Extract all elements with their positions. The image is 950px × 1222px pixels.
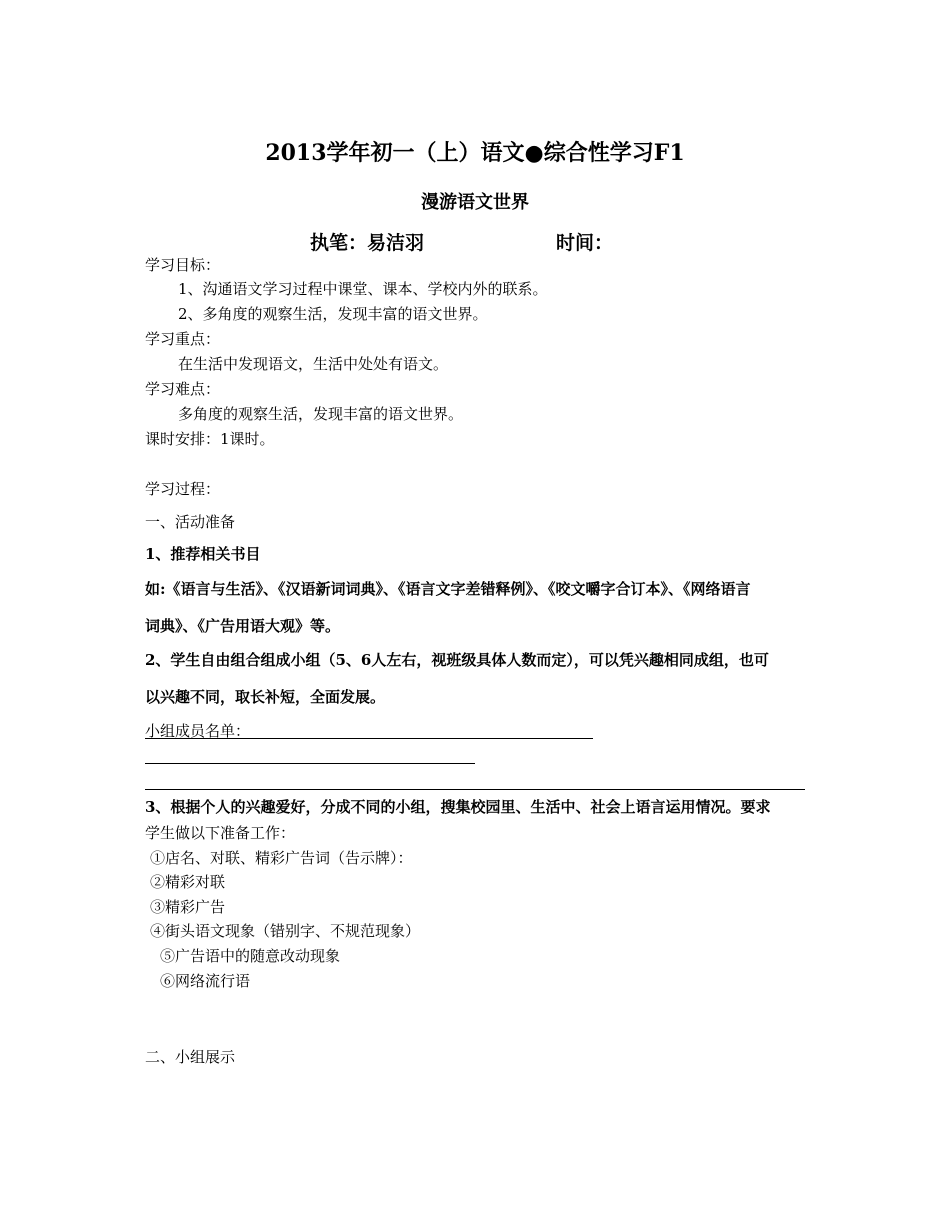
section-heading: 一、活动准备 xyxy=(145,513,236,531)
difficulties-heading: 学习难点： xyxy=(145,380,221,398)
objective-item: 2、多角度的观察生活，发现丰富的语文世界。 xyxy=(178,305,488,323)
key-points-text: 在生活中发现语文，生活中处处有语文。 xyxy=(178,355,449,373)
fill-in-line xyxy=(145,738,593,739)
task-item: ①店名、对联、精彩广告词（告示牌）： xyxy=(150,849,413,867)
process-heading: 学习过程： xyxy=(145,480,221,498)
book-list-line: 如:《语言与生活》、《汉语新词词典》、《语言文字差错释例》、《咬文嚼字合订本》、《网络语言 xyxy=(145,580,751,598)
members-label: 小组成员名单： xyxy=(145,722,251,740)
book-list-line: 词典》、《广告用语大观》等。 xyxy=(145,617,341,635)
task-item: ④街头语文现象（错别字、不规范现象） xyxy=(150,922,421,940)
time-label: 时间： xyxy=(556,232,614,254)
task-item: ⑥网络流行语 xyxy=(160,972,251,990)
difficulties-text: 多角度的观察生活，发现丰富的语文世界。 xyxy=(178,405,464,423)
document-subtitle: 漫游语文世界 xyxy=(421,192,529,213)
author-label: 执笔：易洁羽 xyxy=(310,232,425,254)
key-points-heading: 学习重点： xyxy=(145,330,221,348)
task-item: ⑤广告语中的随意改动现象 xyxy=(160,947,341,965)
document-title: 2013学年初一（上）语文●综合性学习F1 xyxy=(265,140,685,166)
fill-in-line xyxy=(145,789,805,790)
collection-text: 学生做以下准备工作： xyxy=(145,824,296,842)
task-item: ③精彩广告 xyxy=(150,898,226,916)
item-title: 1、推荐相关书目 xyxy=(145,545,261,563)
collection-text: 3、根据个人的兴趣爱好，分成不同的小组，搜集校园里、生活中、社会上语言运用情况。要求 xyxy=(145,798,771,816)
objectives-heading: 学习目标： xyxy=(145,256,221,274)
grouping-text: 2、学生自由组合组成小组（5、6人左右，视班级具体人数而定），可以凭兴趣相同成组，也可 xyxy=(145,651,769,669)
schedule-text: 课时安排：1课时。 xyxy=(145,430,275,448)
objective-item: 1、沟通语文学习过程中课堂、课本、学校内外的联系。 xyxy=(178,280,548,298)
section-heading: 二、小组展示 xyxy=(145,1048,236,1066)
grouping-text: 以兴趣不同，取长补短，全面发展。 xyxy=(145,688,386,706)
task-item: ②精彩对联 xyxy=(150,873,226,891)
fill-in-line xyxy=(145,763,475,764)
